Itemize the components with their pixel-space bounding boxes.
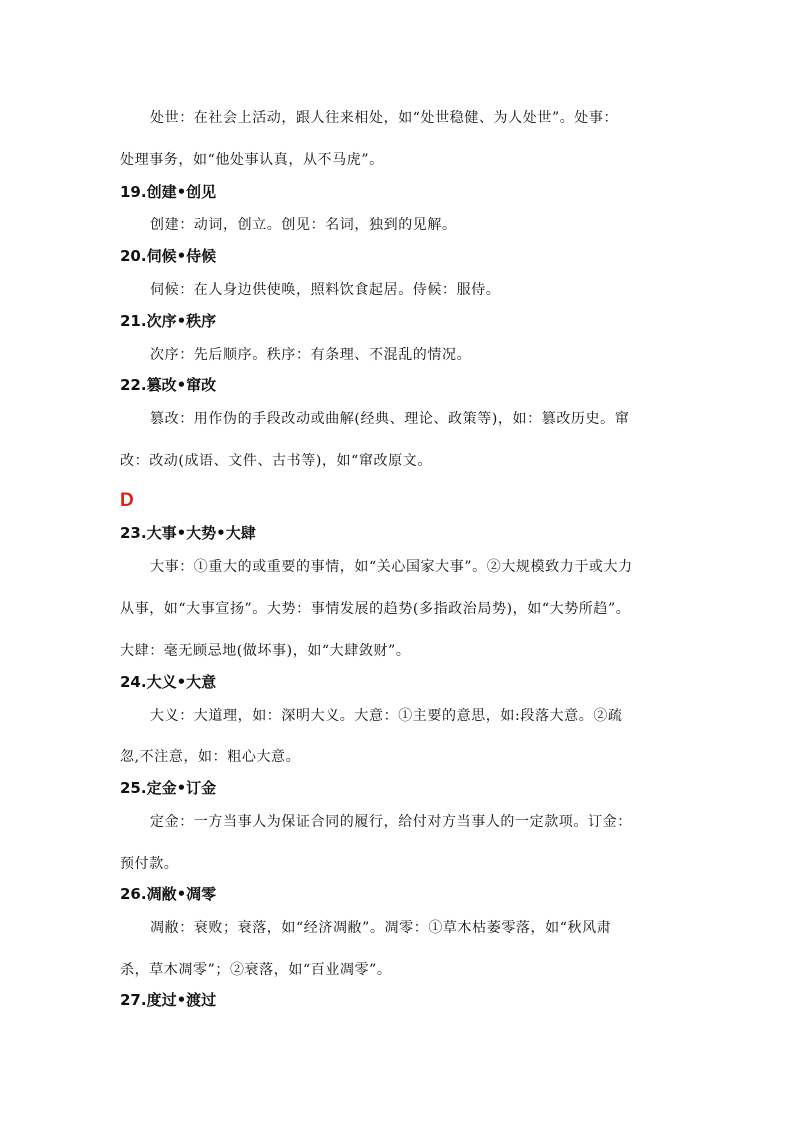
body-paragraph: 大肆：毫无顾忌地(做坏事)，如“大肆敛财”。	[120, 643, 411, 659]
body-paragraph: 大事：①重大的或重要的事情，如“关心国家大事”。②大规模致力于或大力	[150, 559, 633, 575]
body-paragraph: 篡改：用作伪的手段改动或曲解(经典、理论、政策等)，如：篡改历史。窜	[150, 411, 630, 427]
body-paragraph: 处世：在社会上活动，跟人往来相处，如“处世稳健、为人处世”。处事：	[150, 110, 619, 126]
body-paragraph: 处理事务，如“他处事认真，从不马虎”。	[120, 152, 384, 168]
body-paragraph: 忽,不注意，如：粗心大意。	[120, 749, 301, 765]
entry-heading: 26.凋敝•凋零	[120, 885, 217, 903]
body-paragraph: 从事，如“大事宣扬”。大势：事情发展的趋势(多指政治局势)，如“大势所趋”。	[120, 601, 631, 617]
section-letter-heading: D	[120, 490, 134, 511]
entry-heading: 23.大事•大势•大肆	[120, 524, 256, 542]
entry-heading: 25.定金•订金	[120, 779, 217, 797]
body-paragraph: 大义：大道理，如：深明大义。大意：①主要的意思，如:段落大意。②疏	[150, 708, 623, 724]
entry-heading: 22.篡改•窜改	[120, 376, 217, 394]
body-paragraph: 杀，草木凋零”；②衰落，如“百业凋零”。	[120, 962, 392, 978]
body-paragraph: 创建：动词，创立。创见：名词，独到的见解。	[150, 217, 457, 233]
body-paragraph: 改：改动(成语、文件、古书等)，如“窜改原文。	[120, 453, 432, 469]
entry-heading: 27.度过•渡过	[120, 991, 217, 1009]
entry-heading: 19.创建•创见	[120, 183, 217, 201]
body-paragraph: 次序：先后顺序。秩序：有条理、不混乱的情况。	[150, 347, 472, 363]
entry-heading: 20.伺候•侍候	[120, 247, 217, 265]
entry-heading: 21.次序•秩序	[120, 312, 217, 330]
body-paragraph: 凋敝：衰败；衰落，如“经济凋敝”。凋零：①草木枯萎零落，如“秋风肃	[150, 920, 612, 936]
body-paragraph: 预付款。	[120, 856, 179, 872]
body-paragraph: 定金：一方当事人为保证合同的履行，给付对方当事人的一定款项。订金：	[150, 814, 632, 830]
body-paragraph: 伺候：在人身边供使唤，照料饮食起居。侍候：服侍。	[150, 282, 501, 298]
entry-heading: 24.大义•大意	[120, 673, 217, 691]
